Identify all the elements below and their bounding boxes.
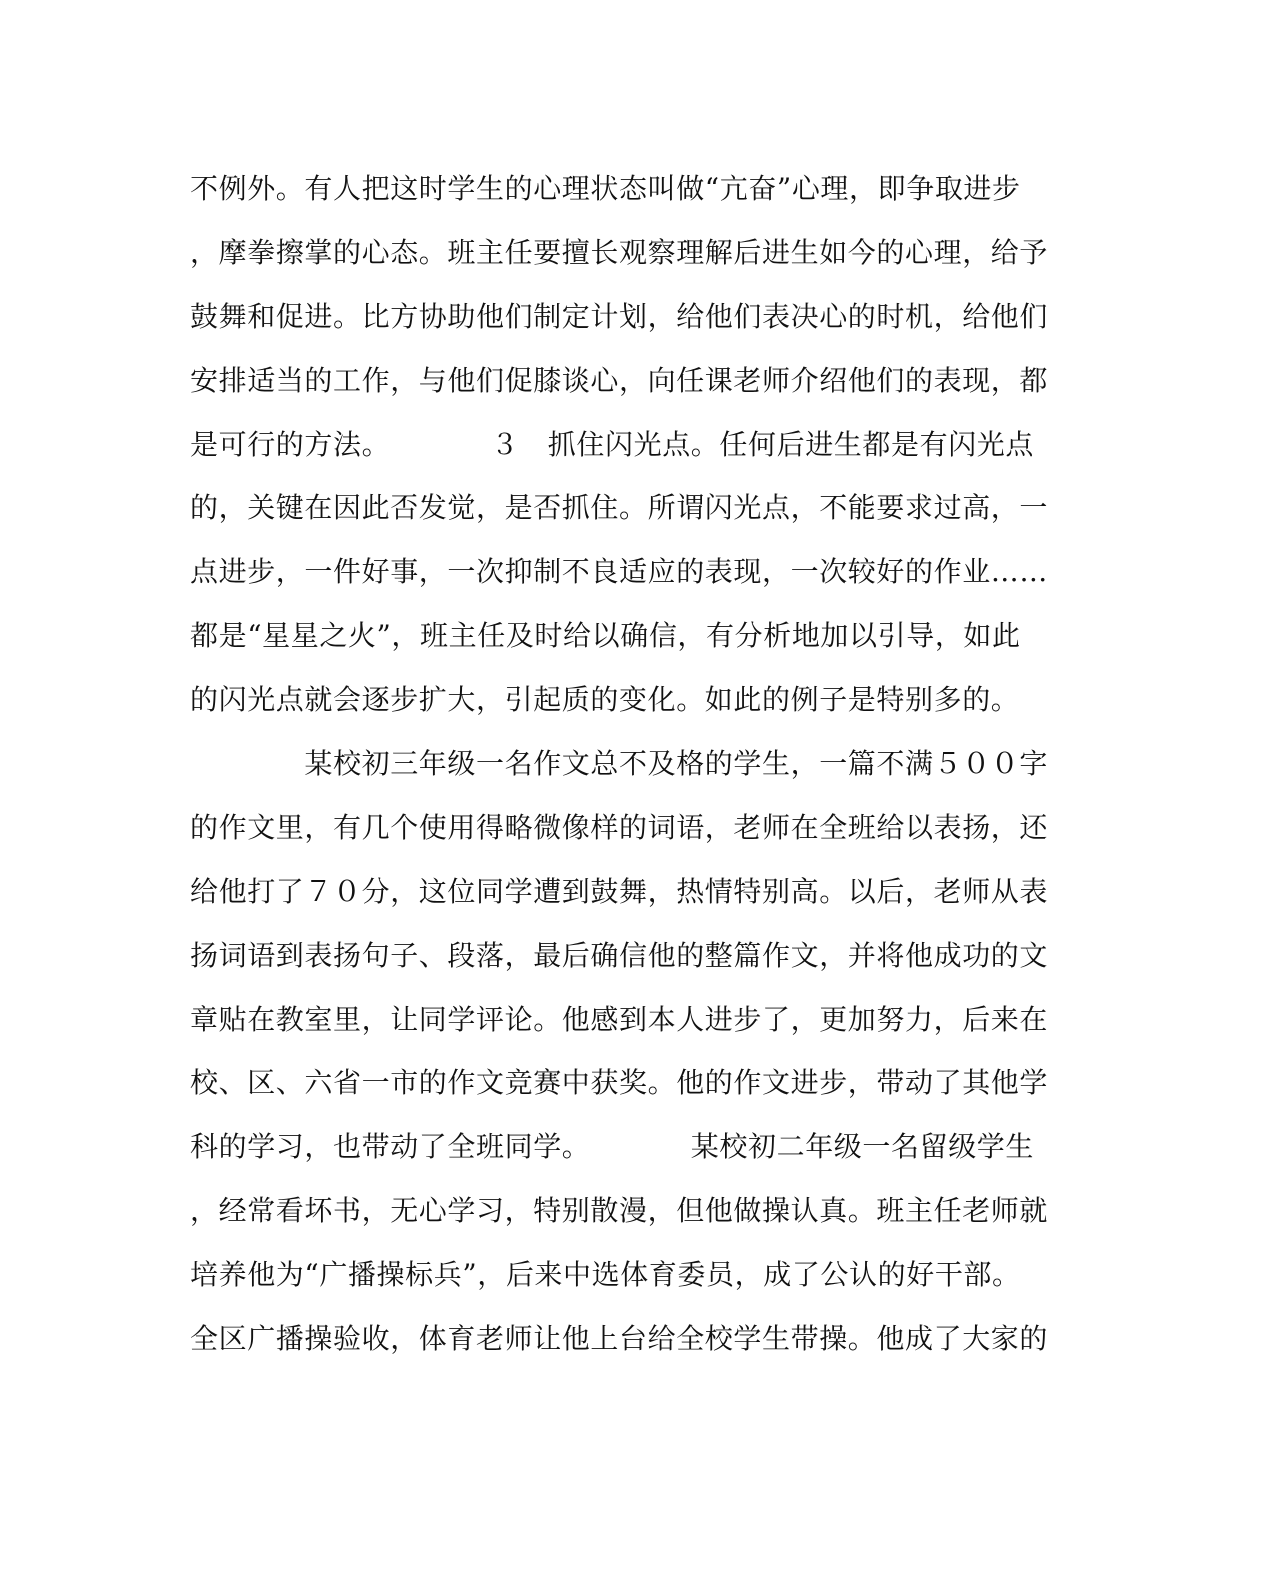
text-line: 点进步，一件好事，一次抑制不良适应的表现，一次较好的作业…… [190, 555, 1049, 589]
text-line: 校、区、六省一市的作文竞赛中获奖。他的作文进步，带动了其他学 [190, 1066, 1049, 1100]
text-line: 章贴在教室里，让同学评论。他感到本人进步了，更加努力，后来在 [190, 1002, 1049, 1036]
text-line: 是可行的方法。 ３ 抓住闪光点。任何后进生都是有闪光点 [190, 427, 1035, 461]
text-line: 鼓舞和促进。比方协助他们制定计划，给他们表决心的时机，给他们 [190, 299, 1049, 333]
text-line: 都是“星星之火”，班主任及时给以确信，有分析地加以引导，如此 [190, 619, 1021, 653]
text-line: 不例外。有人把这时学生的心理状态叫做“亢奋”心理，即争取进步 [190, 172, 1021, 205]
text-line: 安排适当的工作，与他们促膝谈心，向任课老师介绍他们的表现，都 [190, 363, 1049, 397]
text-line: 给他打了７０分，这位同学遭到鼓舞，热情特别高。以后，老师从表 [190, 874, 1049, 908]
text-line: 的作文里，有几个使用得略微像样的词语，老师在全班给以表扬，还 [190, 810, 1049, 844]
text-line: ，摩拳擦掌的心态。班主任要擅长观察理解后进生如今的心理，给予 [190, 235, 1049, 269]
text-line: 全区广播操验收，体育老师让他上台给全校学生带操。他成了大家的 [190, 1322, 1049, 1356]
text-line: 的，关键在因此否发觉，是否抓住。所谓闪光点，不能要求过高，一 [190, 491, 1049, 525]
body-text [190, 157, 1050, 1371]
text-line: ，经常看坏书，无心学习，特别散漫，但他做操认真。班主任老师就 [190, 1194, 1049, 1228]
text-line: 的闪光点就会逐步扩大，引起质的变化。如此的例子是特别多的。 [190, 683, 1020, 717]
text-line: 某校初三年级一名作文总不及格的学生，一篇不满５００字 [190, 747, 1049, 781]
text-line: 培养他为“广播操标兵”，后来中选体育委员，成了公认的好干部。 [190, 1258, 1021, 1292]
text-line: 扬词语到表扬句子、段落，最后确信他的整篇作文，并将他成功的文 [190, 938, 1049, 972]
text-line: 科的学习，也带动了全班同学。 某校初二年级一名留级学生 [190, 1130, 1035, 1164]
